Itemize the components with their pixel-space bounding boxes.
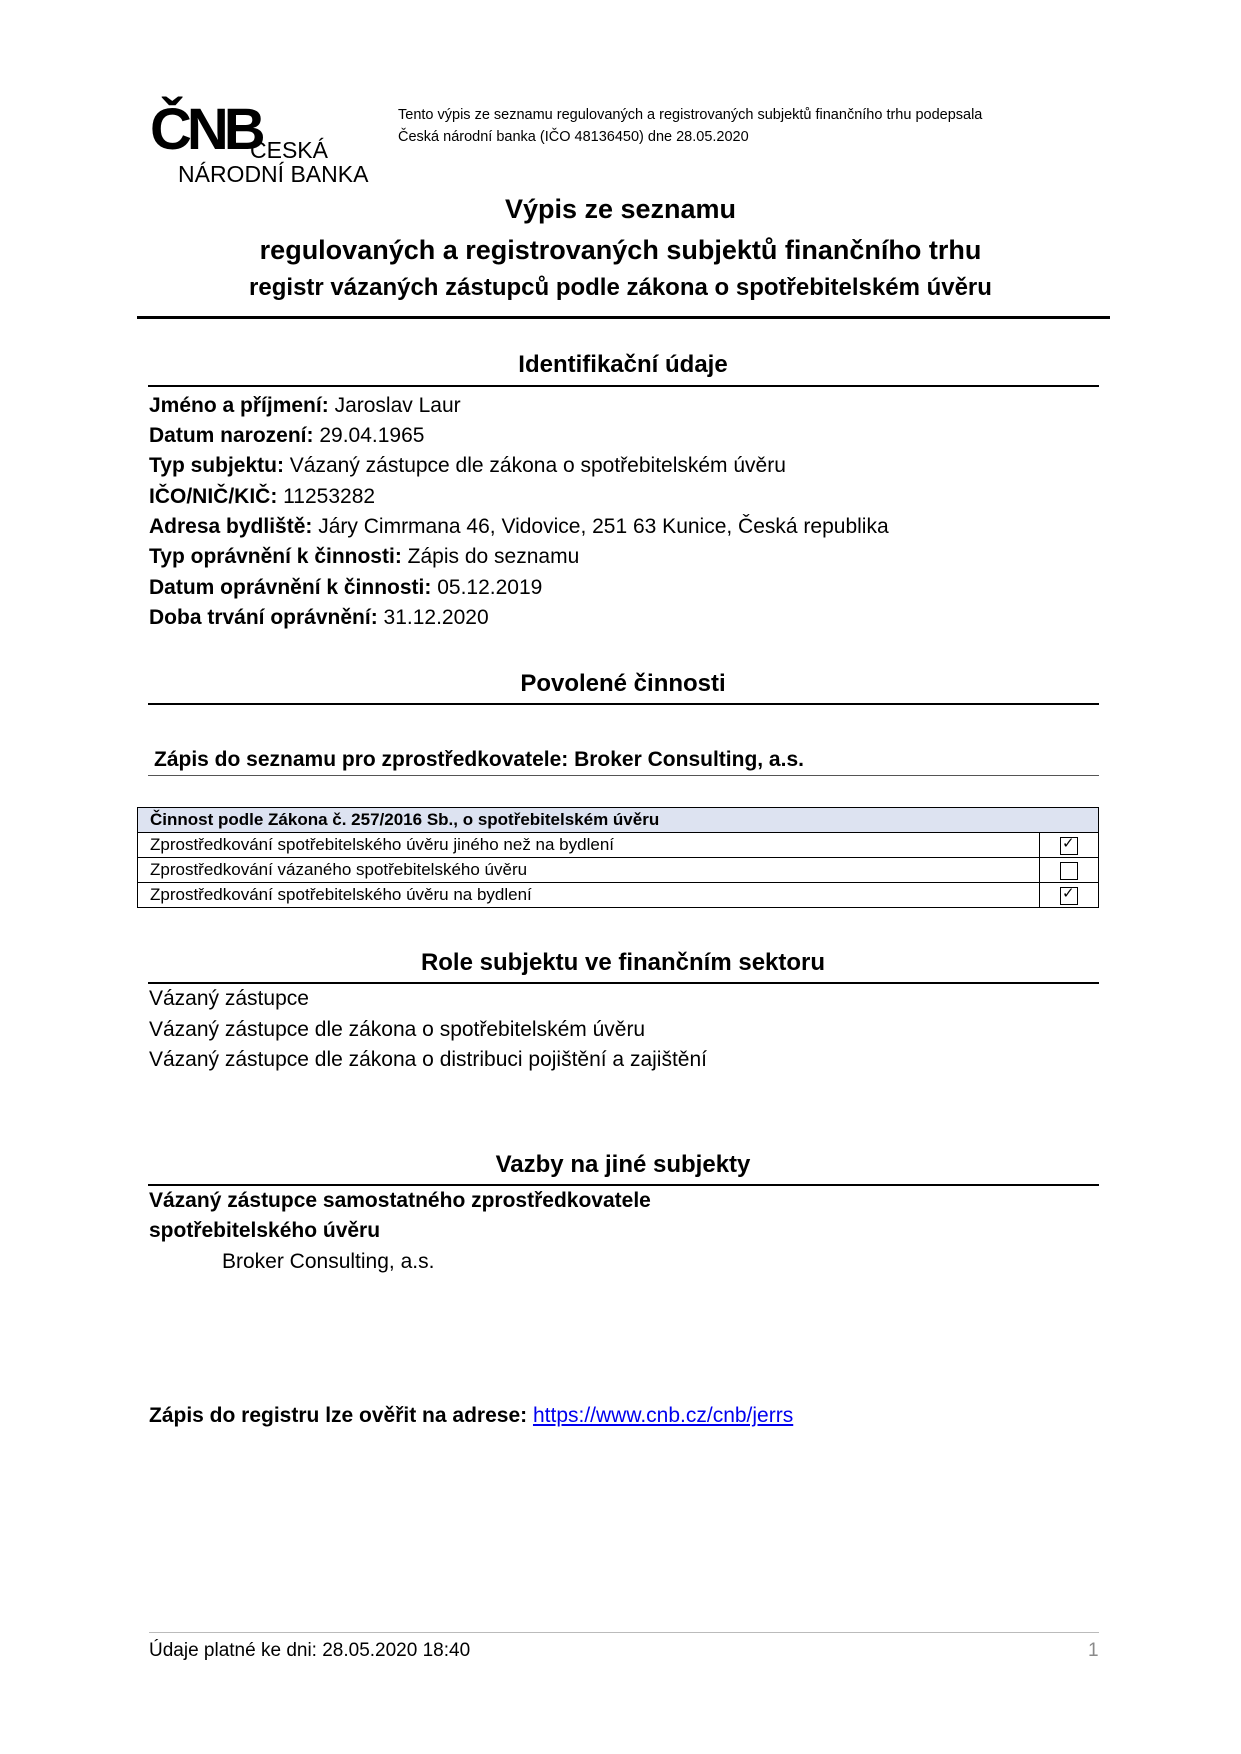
field-subject-type: Typ subjektu: Vázaný zástupce dle zákona o spotřebitelském úvěru [149,454,786,477]
role-item: Vázaný zástupce dle zákona o spotřebitelském úvěru [149,1018,646,1041]
field-name: Jméno a příjmení: Jaroslav Laur [149,394,461,417]
field-birth-date: Datum narození: 29.04.1965 [149,424,425,447]
identification-heading: Identifikační údaje [518,351,728,378]
document-title-line1: Výpis ze seznamu [504,194,737,224]
field-authorization-type: Typ oprávnění k činnosti: Zápis do seznamu [149,545,580,568]
logo-line1: ČESKÁ [250,137,328,163]
checkbox-unchecked[interactable] [1060,862,1078,880]
cnb-logo [150,97,380,190]
related-entity: Broker Consulting, a.s. [222,1250,435,1273]
table-row [138,858,1099,883]
activities-table [137,807,1099,908]
checkmark-icon: ✓ [1062,834,1075,852]
table-row [138,833,1099,858]
checkbox-checked[interactable] [1060,834,1078,855]
checkbox-checked[interactable] [1060,884,1078,905]
logo-line2: NÁRODNÍ BANKA [178,161,369,187]
field-ico: IČO/NIČ/KIČ: 11253282 [149,485,376,508]
field-authorization-date: Datum oprávnění k činnosti: 05.12.2019 [149,576,543,599]
document-subtitle: registr vázaných zástupců podle zákona o spotřebitelském úvěru [249,274,992,301]
footer-divider [149,1632,1099,1633]
roles-heading: Role subjektu ve finančním sektoru [420,949,826,976]
permitted-heading: Povolené činnosti [520,670,726,697]
field-address: Adresa bydliště: Járy Cimrmana 46, Vidovice, 251 63 Kunice, Česká republika [149,515,889,538]
registration-note: Zápis do seznamu pro zprostředkovatele: Broker Consulting, a.s. [154,748,804,771]
activity-label: Zprostředkování vázaného spotřebitelského úvěru [138,858,1040,883]
footer-validity: Údaje platné ke dni: 28.05.2020 18:40 [149,1640,471,1661]
page-number: 1 [1088,1640,1099,1661]
links-heading: Vazby na jiné subjekty [495,1151,751,1178]
links-divider [148,1184,1099,1186]
activity-label: Zprostředkování spotřebitelského úvěru na bydlení [138,883,1040,908]
title-divider [137,316,1110,319]
field-authorization-duration: Doba trvání oprávnění: 31.12.2020 [149,606,489,629]
table-row [138,883,1099,908]
logo-mark: ČNB [150,97,261,162]
permitted-divider [148,703,1099,705]
role-item: Vázaný zástupce [149,987,309,1010]
relation-type-continued: spotřebitelského úvěru [149,1219,381,1242]
table-header-row [138,808,1099,833]
registration-divider [148,775,1099,776]
verify-link[interactable]: https://www.cnb.cz/cnb/jerrs [532,1404,794,1427]
document-title-line2: regulovaných a registrovaných subjektů finančního trhu [259,235,982,265]
relation-type: Vázaný zástupce samostatného zprostředkovatele [149,1189,651,1212]
signature-line1: Tento výpis ze seznamu regulovaných a registrovaných subjektů finančního trhu podepsala [398,107,983,123]
signature-line2: Česká národní banka (IČO 48136450) dne 28.05.2020 [398,129,749,145]
signature-note [398,104,1098,148]
checkmark-icon: ✓ [1062,884,1075,902]
activity-label: Zprostředkování spotřebitelského úvěru jiného než na bydlení [138,833,1040,858]
table-header-cell: Činnost podle Zákona č. 257/2016 Sb., o spotřebitelském úvěru [138,808,1099,833]
role-item: Vázaný zástupce dle zákona o distribuci pojištění a zajištění [149,1048,707,1071]
roles-divider [148,982,1099,984]
identification-divider [148,385,1099,387]
verify-note: Zápis do registru lze ověřit na adrese: https://www.cnb.cz/cnb/jerrs [149,1404,794,1427]
